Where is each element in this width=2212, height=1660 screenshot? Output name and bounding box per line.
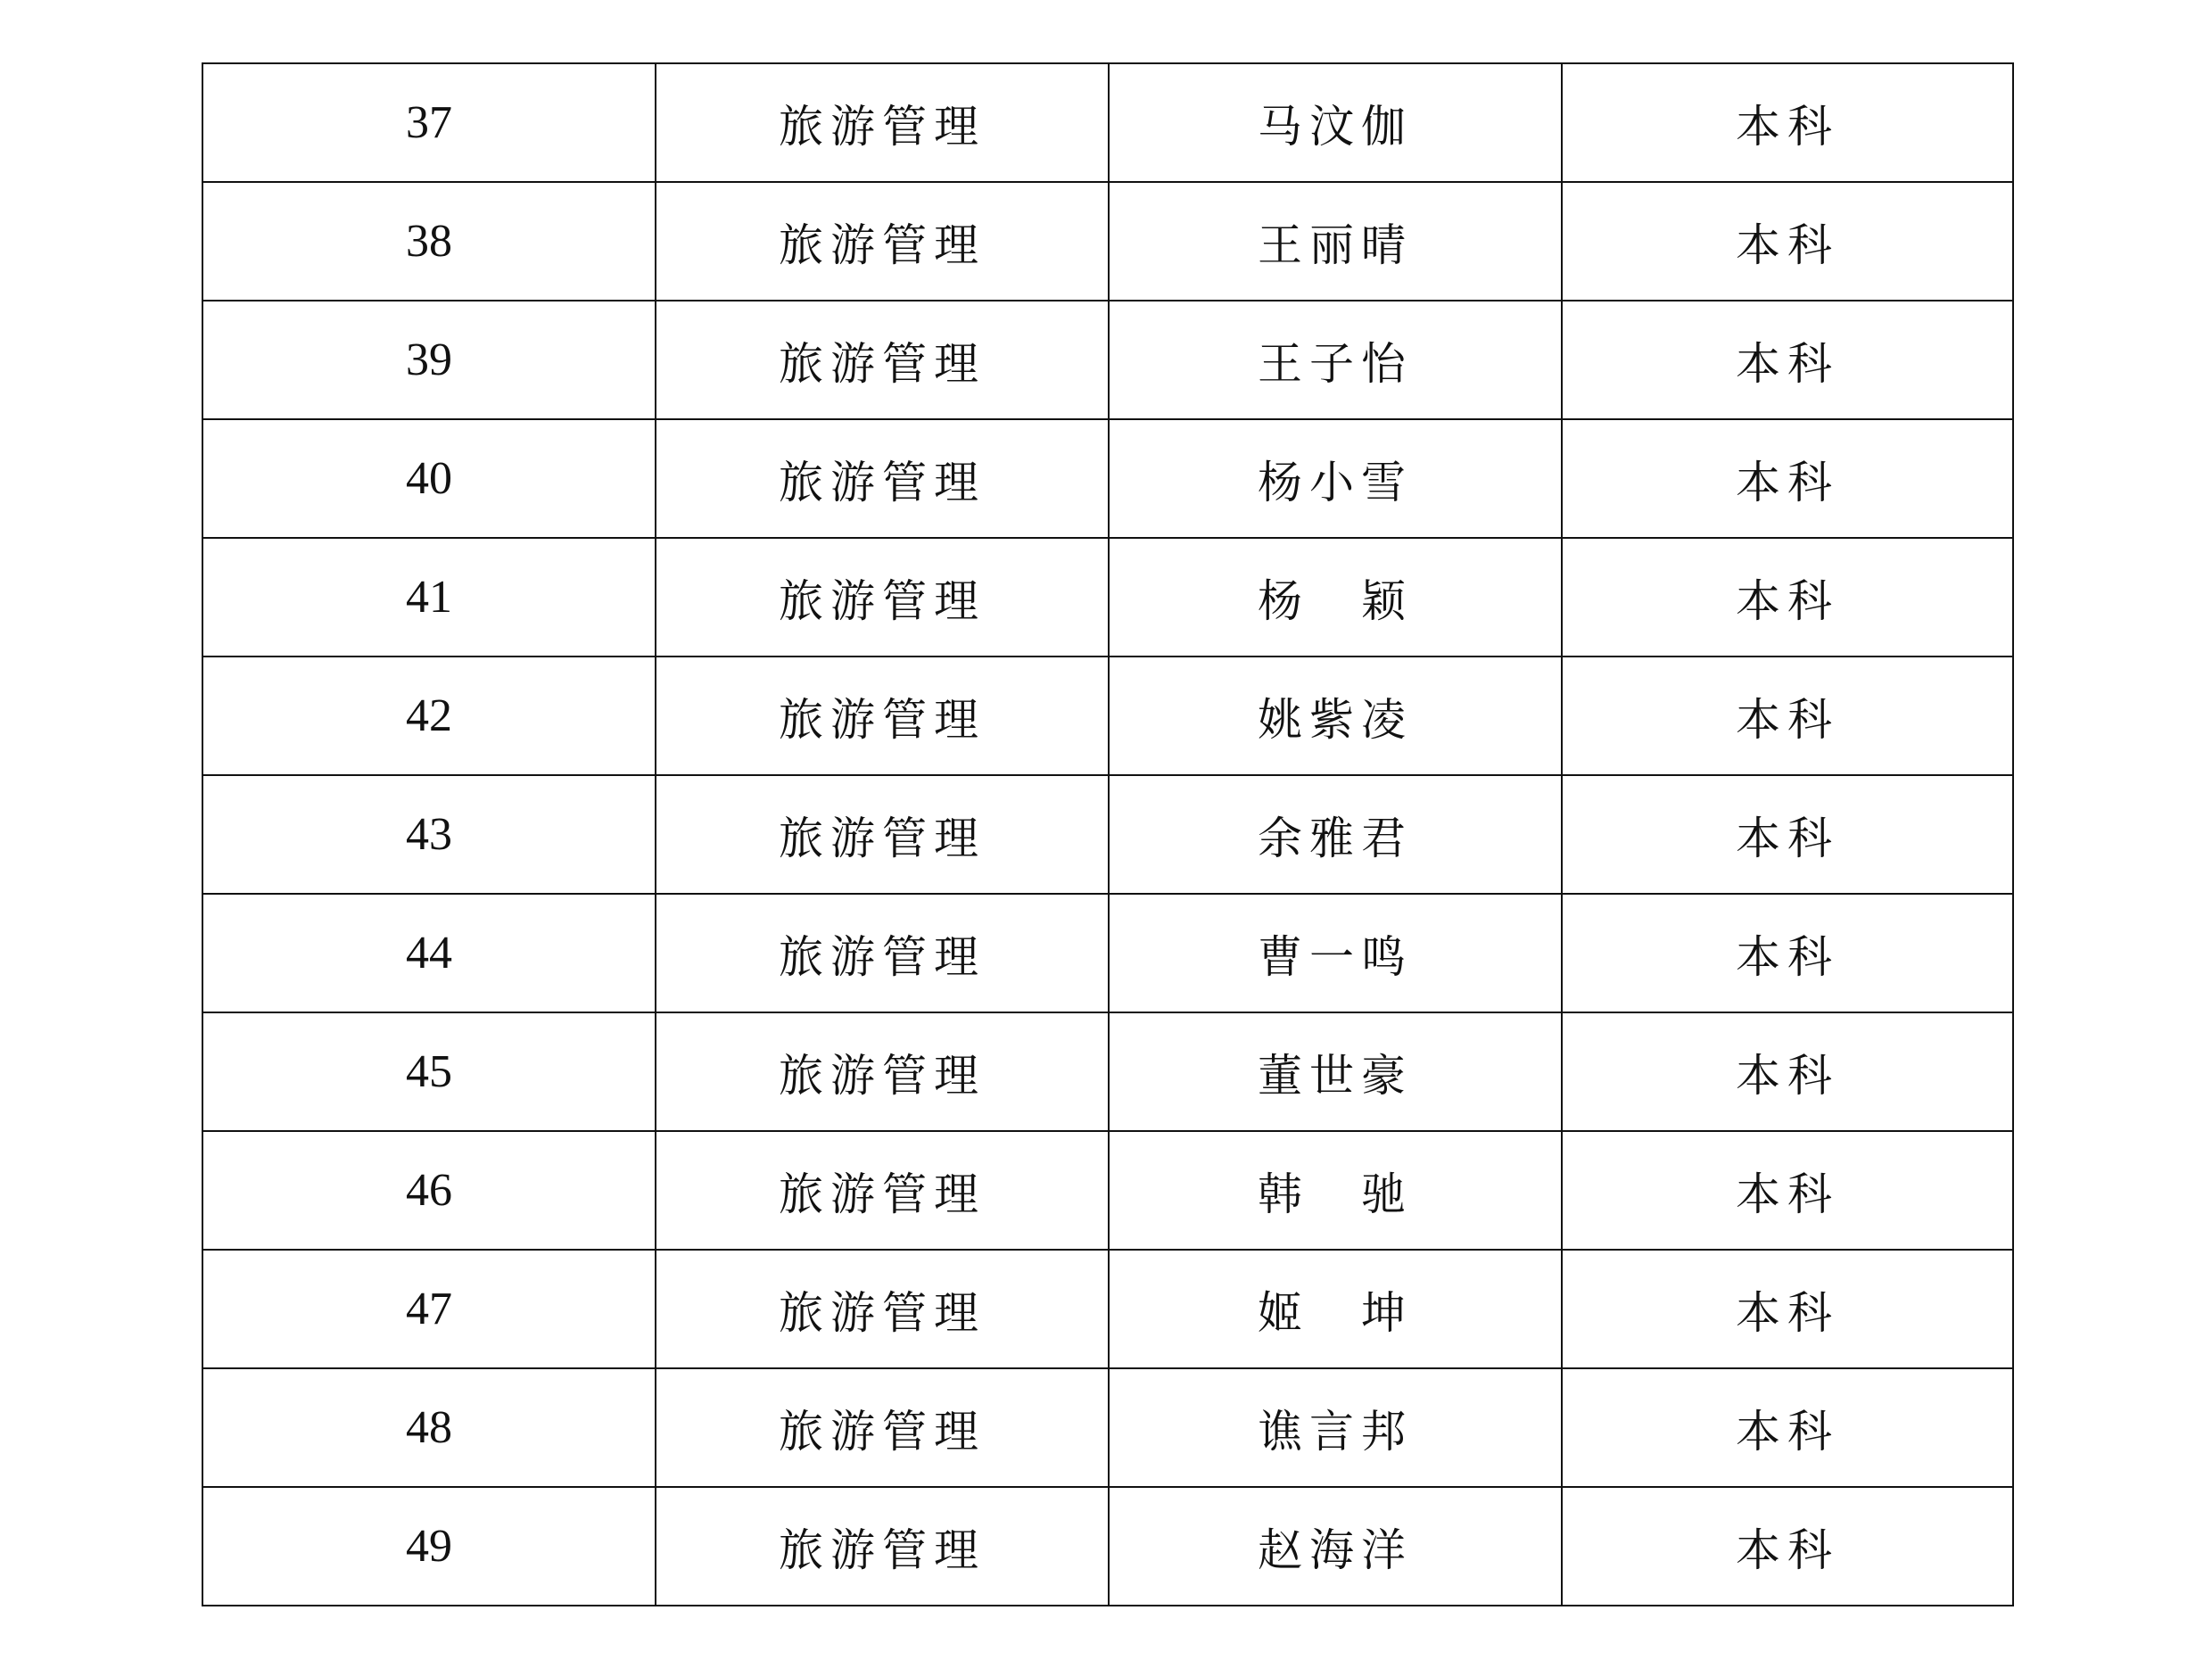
row-number-cell: 47 bbox=[202, 1250, 656, 1368]
education-level-cell: 本科 bbox=[1562, 1250, 2013, 1368]
education-level-cell: 本科 bbox=[1562, 1012, 2013, 1131]
table-row bbox=[202, 419, 2013, 538]
education-level-cell: 本科 bbox=[1562, 894, 2013, 1012]
education-level-cell: 本科 bbox=[1562, 657, 2013, 775]
major-cell: 旅游管理 bbox=[656, 657, 1109, 775]
row-number-cell: 39 bbox=[202, 301, 656, 419]
student-name-cell: 姚紫凌 bbox=[1109, 657, 1562, 775]
student-list-table bbox=[202, 62, 2014, 1606]
education-level-cell: 本科 bbox=[1562, 182, 2013, 301]
row-number-cell: 37 bbox=[202, 63, 656, 182]
major-cell: 旅游管理 bbox=[656, 63, 1109, 182]
education-level-cell: 本科 bbox=[1562, 1368, 2013, 1487]
table-row bbox=[202, 1250, 2013, 1368]
education-level-cell: 本科 bbox=[1562, 419, 2013, 538]
table-body bbox=[202, 63, 2013, 1606]
student-name-cell: 马汶伽 bbox=[1109, 63, 1562, 182]
row-number-cell: 38 bbox=[202, 182, 656, 301]
education-level-cell: 本科 bbox=[1562, 1487, 2013, 1606]
student-name-cell: 杨 颖 bbox=[1109, 538, 1562, 657]
student-name-cell: 赵海洋 bbox=[1109, 1487, 1562, 1606]
student-name-cell: 王丽晴 bbox=[1109, 182, 1562, 301]
student-name-cell: 曹一鸣 bbox=[1109, 894, 1562, 1012]
table-row bbox=[202, 1487, 2013, 1606]
row-number-cell: 45 bbox=[202, 1012, 656, 1131]
education-level-cell: 本科 bbox=[1562, 538, 2013, 657]
row-number-cell: 42 bbox=[202, 657, 656, 775]
row-number-cell: 44 bbox=[202, 894, 656, 1012]
major-cell: 旅游管理 bbox=[656, 301, 1109, 419]
student-name-cell: 谯言邦 bbox=[1109, 1368, 1562, 1487]
education-level-cell: 本科 bbox=[1562, 1131, 2013, 1250]
row-number-cell: 43 bbox=[202, 775, 656, 894]
major-cell: 旅游管理 bbox=[656, 1131, 1109, 1250]
student-name-cell: 韩 驰 bbox=[1109, 1131, 1562, 1250]
table-row bbox=[202, 538, 2013, 657]
table-row bbox=[202, 1012, 2013, 1131]
education-level-cell: 本科 bbox=[1562, 63, 2013, 182]
table-row bbox=[202, 894, 2013, 1012]
row-number-cell: 48 bbox=[202, 1368, 656, 1487]
education-level-cell: 本科 bbox=[1562, 775, 2013, 894]
student-name-cell: 董世豪 bbox=[1109, 1012, 1562, 1131]
row-number-cell: 40 bbox=[202, 419, 656, 538]
table-row bbox=[202, 775, 2013, 894]
student-name-cell: 姬 坤 bbox=[1109, 1250, 1562, 1368]
major-cell: 旅游管理 bbox=[656, 182, 1109, 301]
major-cell: 旅游管理 bbox=[656, 1250, 1109, 1368]
major-cell: 旅游管理 bbox=[656, 775, 1109, 894]
student-name-cell: 王子怡 bbox=[1109, 301, 1562, 419]
row-number-cell: 41 bbox=[202, 538, 656, 657]
major-cell: 旅游管理 bbox=[656, 419, 1109, 538]
major-cell: 旅游管理 bbox=[656, 1012, 1109, 1131]
row-number-cell: 46 bbox=[202, 1131, 656, 1250]
table-row bbox=[202, 63, 2013, 182]
major-cell: 旅游管理 bbox=[656, 1368, 1109, 1487]
major-cell: 旅游管理 bbox=[656, 894, 1109, 1012]
student-name-cell: 余雅君 bbox=[1109, 775, 1562, 894]
table-row bbox=[202, 657, 2013, 775]
major-cell: 旅游管理 bbox=[656, 538, 1109, 657]
student-name-cell: 杨小雪 bbox=[1109, 419, 1562, 538]
table-row bbox=[202, 1368, 2013, 1487]
table-row bbox=[202, 1131, 2013, 1250]
major-cell: 旅游管理 bbox=[656, 1487, 1109, 1606]
table-row bbox=[202, 301, 2013, 419]
row-number-cell: 49 bbox=[202, 1487, 656, 1606]
education-level-cell: 本科 bbox=[1562, 301, 2013, 419]
table-row bbox=[202, 182, 2013, 301]
